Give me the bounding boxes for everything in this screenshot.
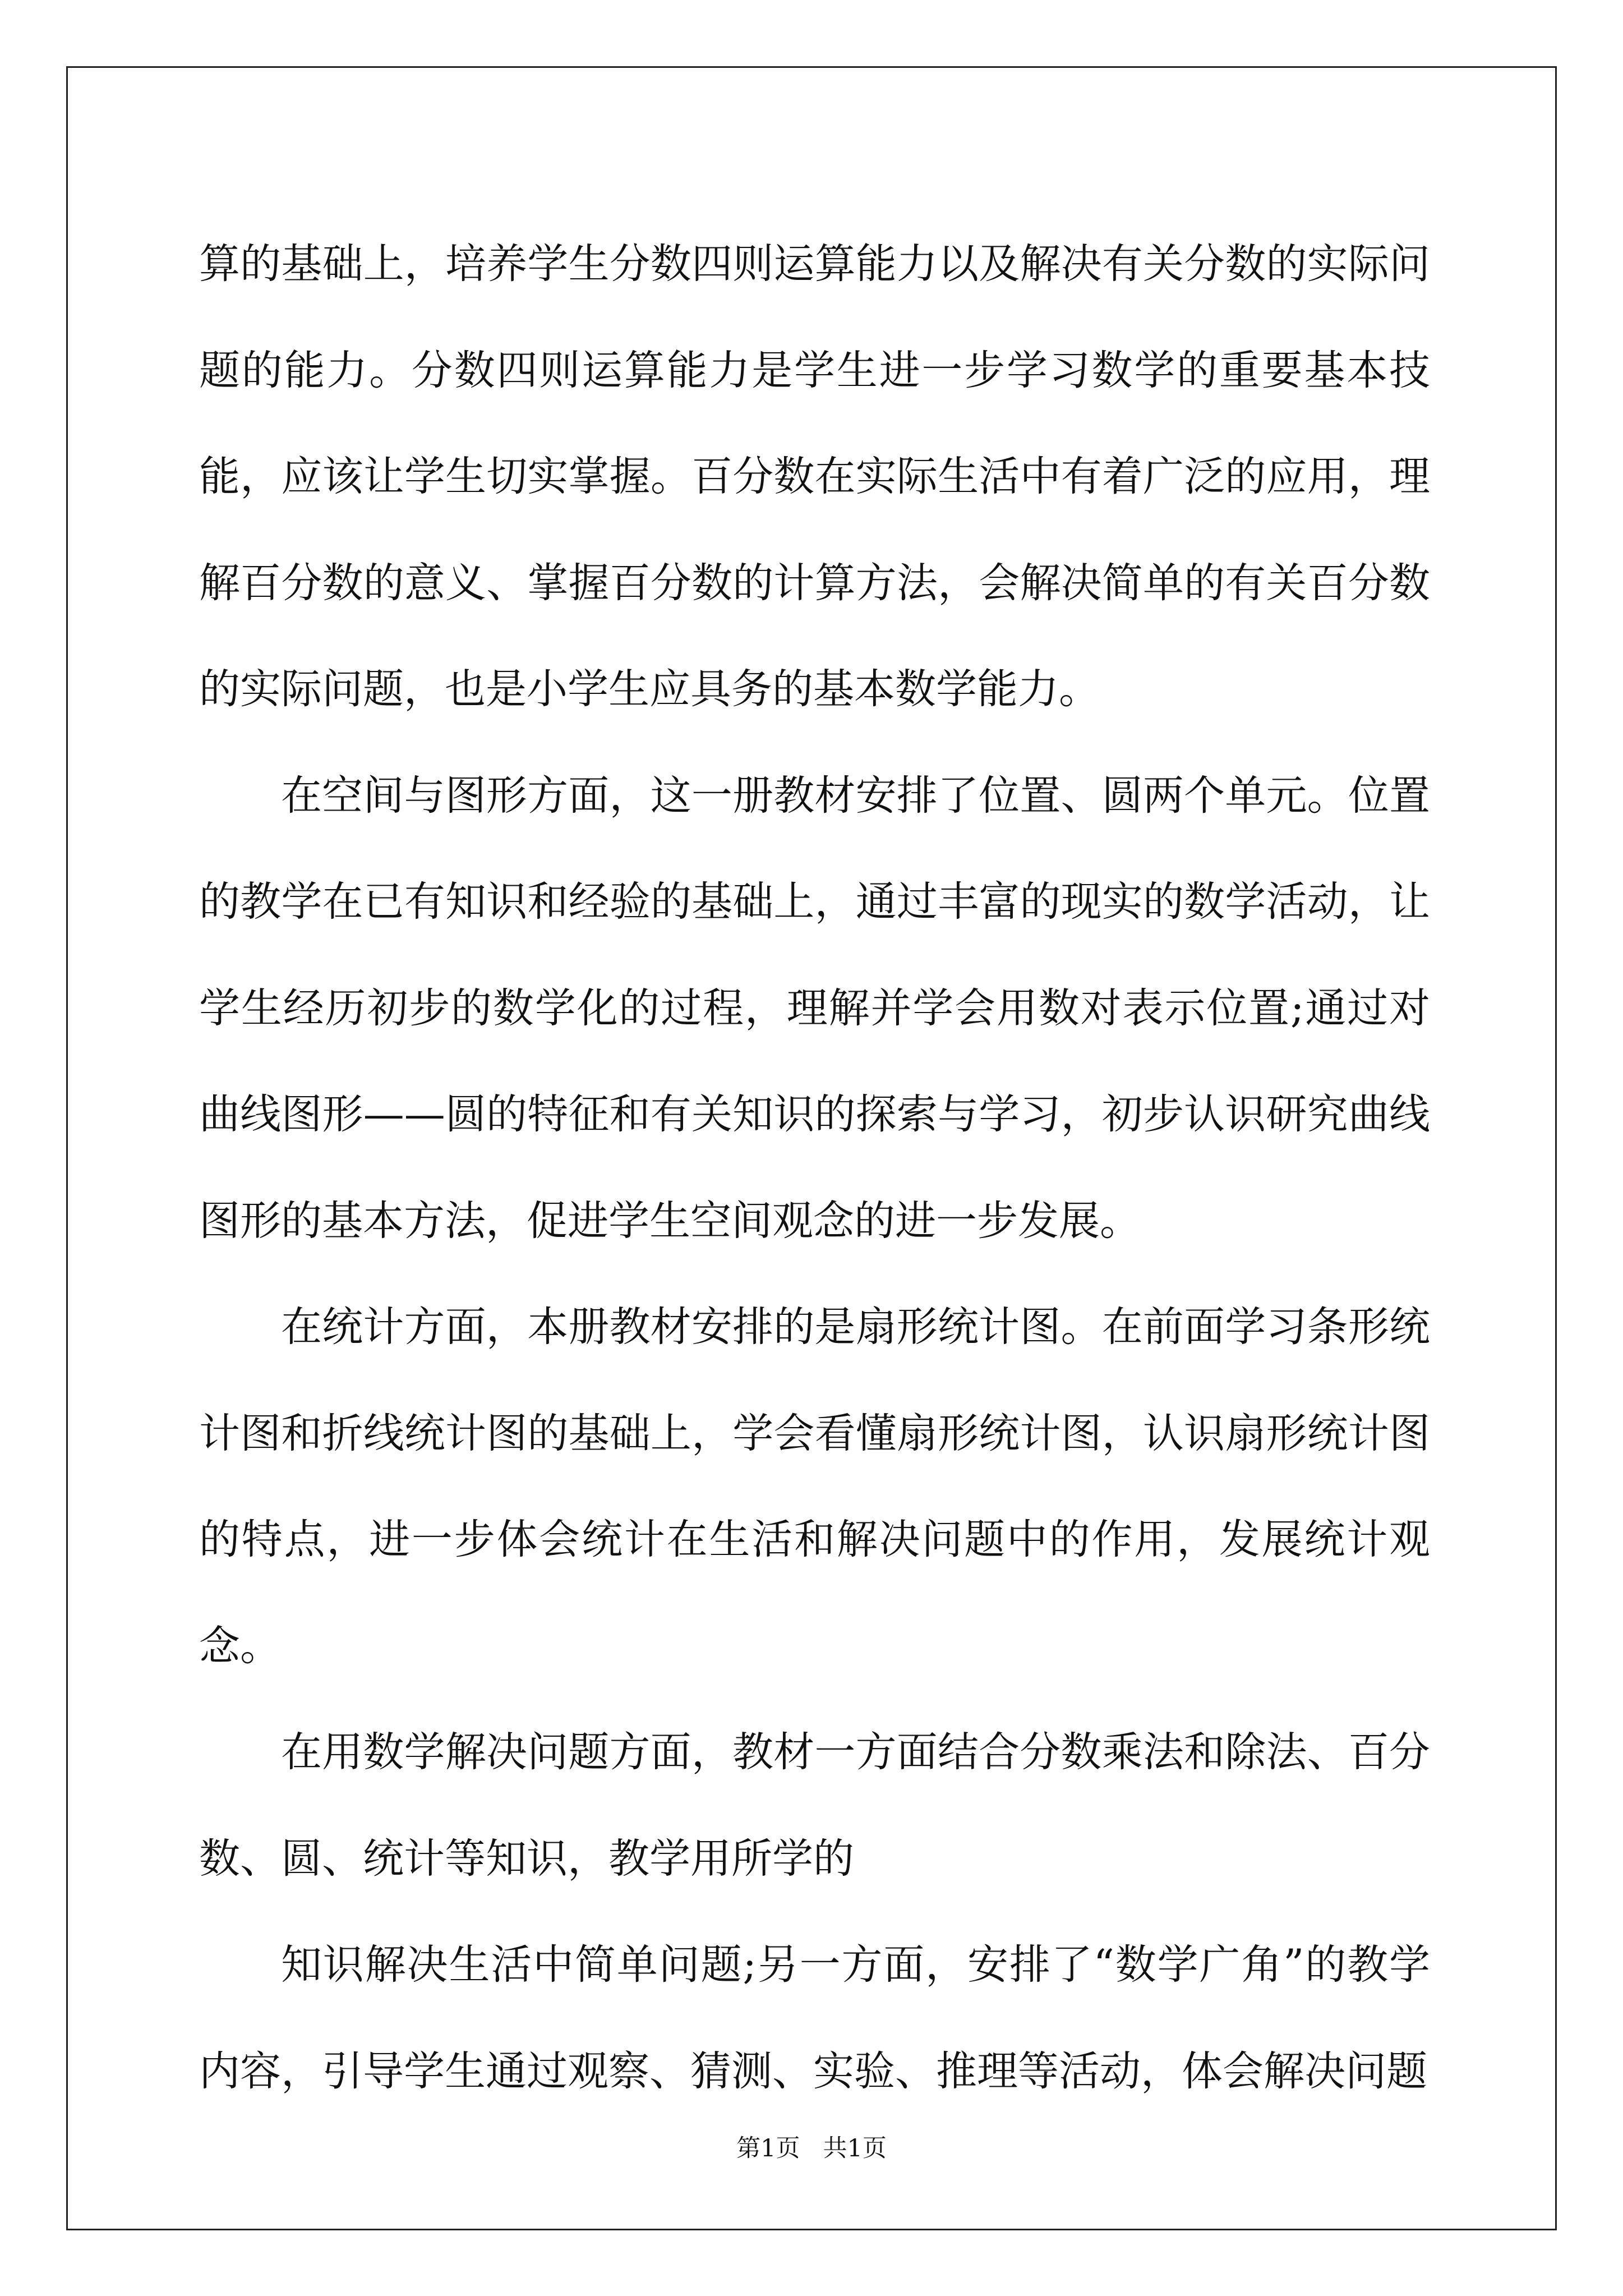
paragraph-5: 知识解决生活中简单问题;另一方面，安排了“数学广角”的教学内容，引导学生通过观察、猜测、实验、推理等活动，体会解决问题 xyxy=(199,1941,1430,2095)
paragraph-1: 算的基础上，培养学生分数四则运算能力以及解决有关分数的实际问题的能力。分数四则运算能力是学生进一步学习数学的重要基本技能，应该让学生切实掌握。百分数在实际生活中有着广泛的应用，理解百分数的意义、掌握百分数的计算方法，会解决简单的有关百分数的实际问题，也是小学生应具务的基本数学能力。 xyxy=(199,240,1430,713)
paragraph-4: 在用数学解决问题方面，教材一方面结合分数乘法和除法、百分数、圆、统计等知识，教学用所学的 xyxy=(199,1728,1430,1883)
paragraph-2: 在空间与图形方面，这一册教材安排了位置、圆两个单元。位置的教学在已有知识和经验的基础上，通过丰富的现实的数学活动，让学生经历初步的数学化的过程，理解并学会用数对表示位置;通过对曲线图形——圆的特征和有关知识的探索与学习，初步认识研究曲线图形的基本方法，促进学生空间观念的进一步发展。 xyxy=(199,771,1430,1245)
page-footer: 第1页 共1页 xyxy=(736,2134,887,2162)
document-body xyxy=(199,211,1430,2124)
paragraph-3: 在统计方面，本册教材安排的是扇形统计图。在前面学习条形统计图和折线统计图的基础上，学会看懂扇形统计图，认识扇形统计图的特点，进一步体会统计在生活和解决问题中的作用，发展统计观念。 xyxy=(199,1303,1430,1670)
